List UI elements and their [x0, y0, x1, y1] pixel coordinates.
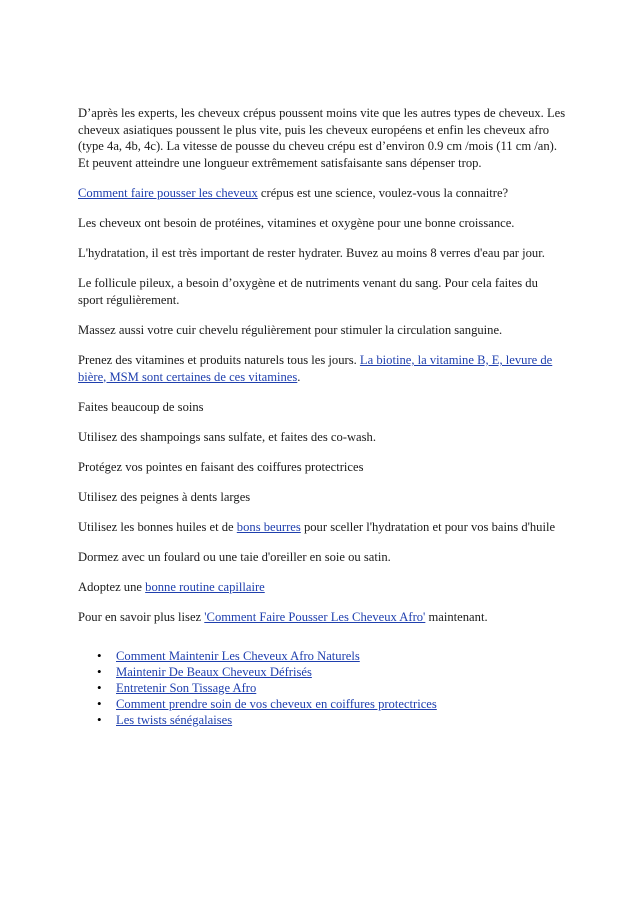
paragraph-pointes: Protégez vos pointes en faisant des coiffures protectrices	[78, 459, 364, 474]
list-item	[116, 696, 566, 712]
paragraph-massage: Massez aussi votre cuir chevelu régulièrement pour stimuler la circulation sanguine.	[78, 322, 503, 337]
paragraph-vitamines-end: .	[297, 369, 301, 384]
link-bonne-routine[interactable]: bonne routine capillaire	[145, 580, 265, 595]
paragraph-en-savoir-plus-end: maintenant.	[425, 610, 488, 625]
paragraph-vitamines-text: Prenez des vitamines et produits naturels tous les jours.	[78, 352, 360, 367]
paragraph-huiles	[78, 519, 566, 536]
paragraph-routine	[78, 579, 566, 596]
paragraph-routine-text: Adoptez une	[78, 580, 146, 595]
link-comment-faire-pousser-afro[interactable]: 'Comment Faire Pousser Les Cheveux Afro'	[204, 610, 426, 625]
related-link-defrises[interactable]: Maintenir De Beaux Cheveux Défrisés	[116, 664, 312, 679]
paragraph-follicule: Le follicule pileux, a besoin d’oxygène et de nutriments venant du sang. Pour cela faites du sport régulièrement.	[78, 276, 538, 307]
paragraph-vitamines	[78, 352, 566, 385]
paragraph-huiles-text: Utilisez les bonnes huiles et de	[78, 520, 237, 534]
list-item	[116, 664, 566, 680]
paragraph-shampoings: Utilisez des shampoings sans sulfate, et faites des co-wash.	[78, 429, 376, 444]
list-item	[116, 648, 566, 664]
paragraph-besoins: Les cheveux ont besoin de protéines, vitamines et oxygène pour une bonne croissance.	[78, 215, 515, 230]
paragraph-science	[78, 185, 566, 202]
list-item	[116, 680, 566, 696]
paragraph-soins: Faites beaucoup de soins	[78, 399, 204, 414]
paragraph-intro: D’après les experts, les cheveux crépus poussent moins vite que les autres types de cheveux. Les cheveux asiatiques poussent le plus vite, puis les cheveux européens et enfin les cheveux afro (type 4a, 4b, 4c). La vitesse de pousse du cheveu crépu est d’environ 0.9 cm /mois (11 cm /an). Et peuvent atteindre une longueur extrêmement satisfaisante sans dépenser trop.	[78, 106, 566, 170]
related-link-maintenir-afro[interactable]: Comment Maintenir Les Cheveux Afro Naturels	[116, 648, 360, 663]
paragraph-peignes: Utilisez des peignes à dents larges	[78, 489, 251, 504]
link-comment-faire-pousser[interactable]: Comment faire pousser les cheveux	[78, 185, 258, 200]
link-bons-beurres[interactable]: bons beurres	[236, 520, 301, 534]
list-item	[116, 712, 566, 728]
related-link-tissage[interactable]: Entretenir Son Tissage Afro	[116, 680, 257, 695]
paragraph-huiles-end: pour sceller l'hydratation et pour vos bains d'huile	[300, 520, 556, 534]
related-link-coiffures-protectrices[interactable]: Comment prendre soin de vos cheveux en coiffures protectrices	[116, 696, 437, 711]
link-vitamines[interactable]: La biotine, la vitamine B, E, levure de bière, MSM sont certaines de ces vitamines	[78, 352, 553, 384]
paragraph-science-text: crépus est une science, voulez-vous la connaitre?	[257, 185, 509, 200]
paragraph-foulard: Dormez avec un foulard ou une taie d'oreiller en soie ou satin.	[78, 550, 391, 565]
paragraph-en-savoir-plus-text: Pour en savoir plus lisez	[78, 610, 205, 625]
document-body	[78, 105, 566, 728]
related-link-twists[interactable]: Les twists sénégalaises	[116, 712, 233, 727]
related-links-list	[78, 648, 566, 728]
paragraph-hydratation: L'hydratation, il est très important de rester hydrater. Buvez au moins 8 verres d'eau par jour.	[78, 246, 545, 261]
paragraph-en-savoir-plus	[78, 609, 566, 626]
